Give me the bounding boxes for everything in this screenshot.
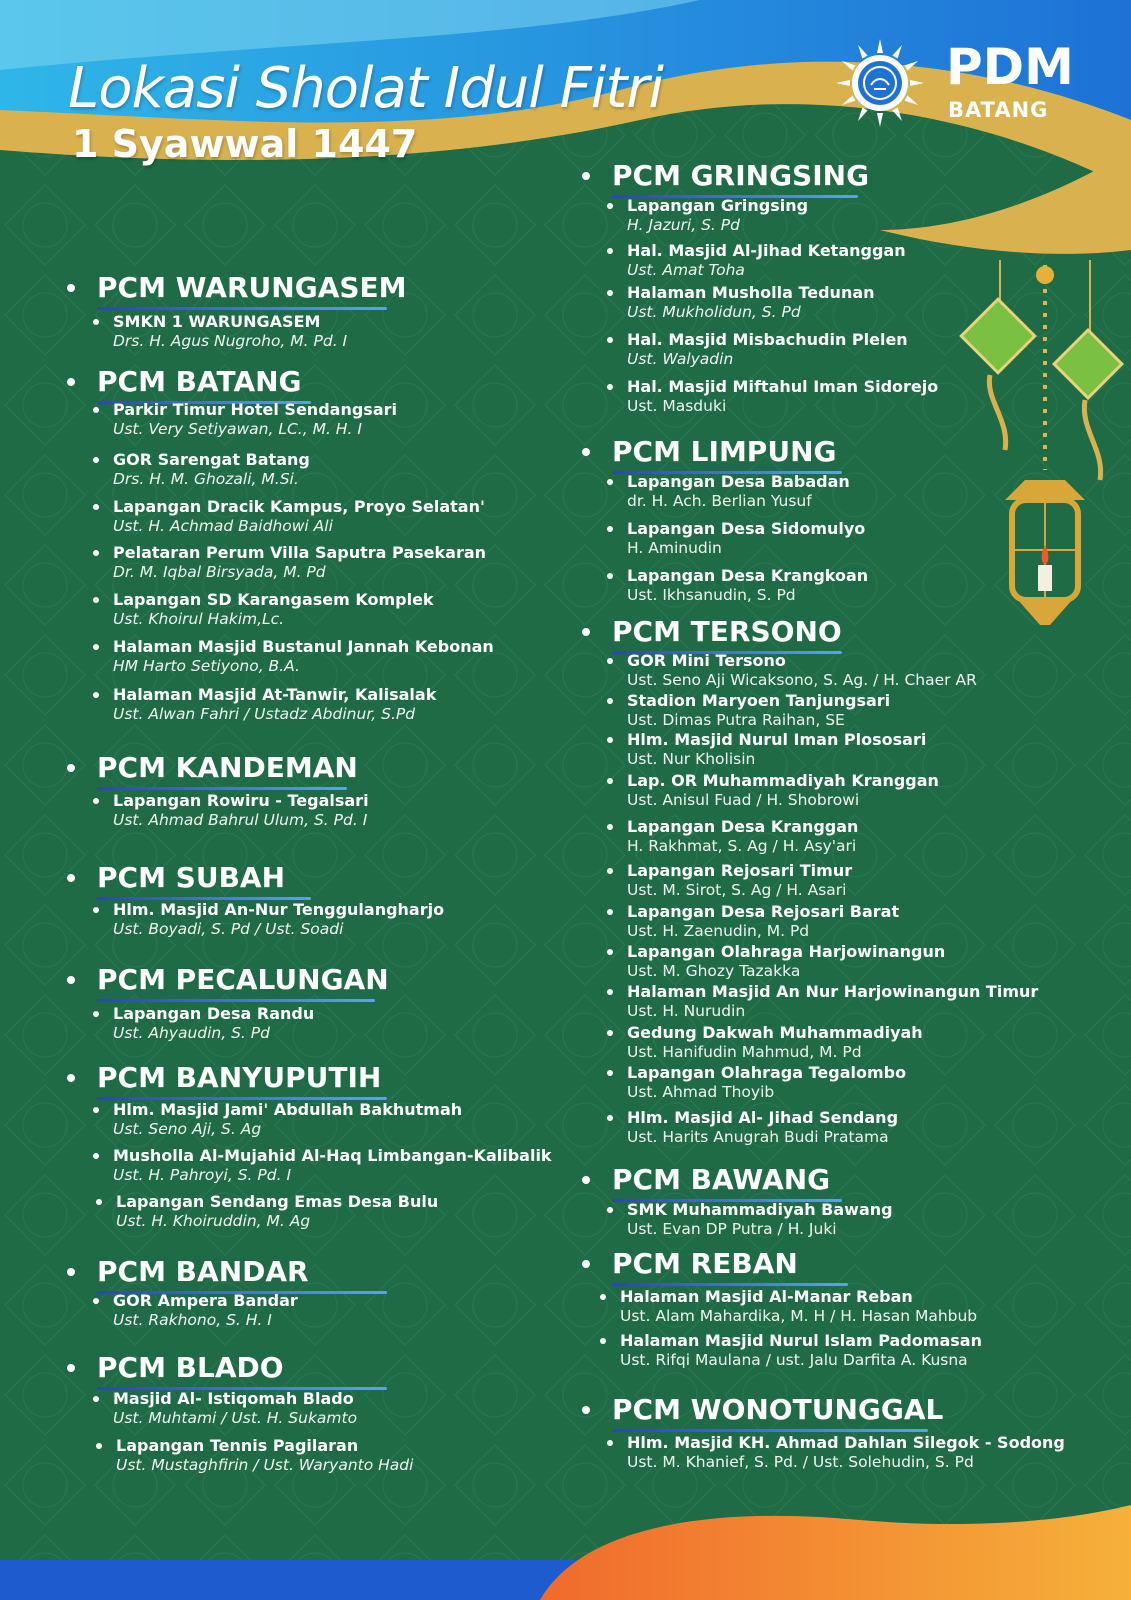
logo-text: PDM <box>946 38 1074 96</box>
location-name: Halaman Musholla Tedunan <box>627 283 875 302</box>
bullet-icon <box>93 1107 99 1113</box>
bullet-icon <box>93 1153 99 1159</box>
location-name: Lapangan Sendang Emas Desa Bulu <box>116 1192 439 1211</box>
location-name: Gedung Dakwah Muhammadiyah <box>627 1023 923 1042</box>
bullet-icon <box>607 989 613 995</box>
location-name: GOR Mini Tersono <box>627 651 786 670</box>
bullet-icon <box>582 172 590 180</box>
imam-name: Ust. Khoirul Hakim,Lc. <box>113 610 285 628</box>
location-name: Lapangan Desa Krangkoan <box>627 566 869 585</box>
bullet-icon <box>607 479 613 485</box>
bullet-icon <box>600 1338 606 1344</box>
imam-name: Ust. Mustaghfirin / Ust. Waryanto Hadi <box>116 1456 414 1474</box>
bullet-icon <box>96 1443 102 1449</box>
imam-name: H. Aminudin <box>627 539 722 557</box>
section-heading <box>582 615 842 648</box>
location-name: SMK Muhammadiyah Bawang <box>627 1200 893 1219</box>
section-title: PCM TERSONO <box>612 615 842 648</box>
bullet-icon <box>607 868 613 874</box>
bullet-icon <box>607 824 613 830</box>
location-name: Musholla Al-Mujahid Al-Haq Limbangan-Kalibalik <box>113 1146 552 1165</box>
location-name: Hal. Masjid Al-Jihad Ketanggan <box>627 241 906 260</box>
section-heading <box>582 1163 831 1196</box>
bullet-icon <box>607 658 613 664</box>
bullet-icon <box>607 1440 613 1446</box>
bullet-icon <box>93 1396 99 1402</box>
muhammadiyah-sun-emblem-icon <box>830 38 930 128</box>
location-name: Lapangan Desa Babadan <box>627 472 850 491</box>
page-subtitle: 1 Syawwal 1447 <box>72 122 418 166</box>
bullet-icon <box>67 1364 75 1372</box>
bullet-icon <box>582 1406 590 1414</box>
location-name: Lapangan Olahraga Tegalombo <box>627 1063 907 1082</box>
imam-name: Ust. Evan DP Putra / H. Juki <box>627 1220 837 1238</box>
bullet-icon <box>607 337 613 343</box>
section-title: PCM BATANG <box>97 365 302 398</box>
bullet-icon <box>582 1260 590 1268</box>
section-title: PCM BANYUPUTIH <box>97 1061 382 1094</box>
bullet-icon <box>93 644 99 650</box>
imam-name: Ust. M. Khanief, S. Pd. / Ust. Solehudin, S. Pd <box>627 1453 974 1471</box>
location-name: Masjid Al- Istiqomah Blado <box>113 1389 354 1408</box>
section-title: PCM PECALUNGAN <box>97 963 389 996</box>
section-heading <box>67 963 389 996</box>
location-name: Halaman Masjid An Nur Harjowinangun Timur <box>627 982 1039 1001</box>
imam-name: Ust. Masduki <box>627 397 727 415</box>
location-name: Hlm. Masjid An-Nur Tenggulangharjo <box>113 900 445 919</box>
section-title: PCM LIMPUNG <box>612 435 837 468</box>
imam-name: Ust. Ahmad Thoyib <box>627 1083 775 1101</box>
bullet-icon <box>607 909 613 915</box>
imam-name: Ust. Muhtami / Ust. H. Sukamto <box>113 1409 358 1427</box>
bullet-icon <box>93 319 99 325</box>
bullet-icon <box>93 798 99 804</box>
imam-name: HM Harto Setiyono, B.A. <box>113 657 300 675</box>
bullet-icon <box>93 597 99 603</box>
pdm-logo <box>830 38 1080 128</box>
location-name: Hlm. Masjid Jami' Abdullah Bakhutmah <box>113 1100 463 1119</box>
imam-name: Ust. Mukholidun, S. Pd <box>627 303 801 321</box>
section-heading <box>67 1061 382 1094</box>
bullet-icon <box>93 504 99 510</box>
bullet-icon <box>607 698 613 704</box>
location-name: Lapangan Dracik Kampus, Proyo Selatan' <box>113 497 485 516</box>
bullet-icon <box>582 628 590 636</box>
imam-name: Ust. Ahyaudin, S. Pd <box>113 1024 270 1042</box>
imam-name: Ust. Alam Mahardika, M. H / H. Hasan Mahbub <box>620 1307 978 1325</box>
imam-name: Ust. H. Khoiruddin, M. Ag <box>116 1212 311 1230</box>
imam-name: Ust. Seno Aji, S. Ag <box>113 1120 262 1138</box>
section-title: PCM BLADO <box>97 1351 284 1384</box>
imam-name: Drs. H. M. Ghozali, M.Si. <box>113 470 299 488</box>
bullet-icon <box>93 1298 99 1304</box>
section-title: PCM BANDAR <box>97 1255 309 1288</box>
location-name: Hlm. Masjid KH. Ahmad Dahlan Silegok - Sodong <box>627 1433 1065 1452</box>
imam-name: Ust. Anisul Fuad / H. Shobrowi <box>627 791 860 809</box>
bullet-icon <box>67 764 75 772</box>
imam-name: Ust. Amat Toha <box>627 261 745 279</box>
bullet-icon <box>607 737 613 743</box>
section-title: PCM BAWANG <box>612 1163 831 1196</box>
location-name: GOR Ampera Bandar <box>113 1291 298 1310</box>
section-title: PCM REBAN <box>612 1247 798 1280</box>
section-heading <box>67 1255 309 1288</box>
section-title: PCM WONOTUNGGAL <box>612 1393 944 1426</box>
imam-name: dr. H. Ach. Berlian Yusuf <box>627 492 812 510</box>
location-name: Hal. Masjid Miftahul Iman Sidorejo <box>627 377 939 396</box>
location-name: Halaman Masjid Al-Manar Reban <box>620 1287 913 1306</box>
location-name: Halaman Masjid At-Tanwir, Kalisalak <box>113 685 437 704</box>
imam-name: Ust. Ahmad Bahrul Ulum, S. Pd. I <box>113 811 368 829</box>
heading-underline <box>97 999 375 1002</box>
location-name: Lapangan Olahraga Harjowinangun <box>627 942 946 961</box>
location-name: Lapangan Desa Rejosari Barat <box>627 902 900 921</box>
heading-underline <box>612 1283 848 1286</box>
section-heading <box>67 861 286 894</box>
bullet-icon <box>93 907 99 913</box>
location-name: Parkir Timur Hotel Sendangsari <box>113 400 397 419</box>
location-name: Lapangan Desa Sidomulyo <box>627 519 866 538</box>
location-name: Lapangan Tennis Pagilaran <box>116 1436 359 1455</box>
location-name: Pelataran Perum Villa Saputra Pasekaran <box>113 543 487 562</box>
bullet-icon <box>607 1115 613 1121</box>
imam-name: Ust. Seno Aji Wicaksono, S. Ag. / H. Chaer AR <box>627 671 977 689</box>
bullet-icon <box>607 1207 613 1213</box>
location-name: Lapangan Rejosari Timur <box>627 861 853 880</box>
heading-underline <box>97 307 387 310</box>
imam-name: H. Jazuri, S. Pd <box>627 216 740 234</box>
bullet-icon <box>607 290 613 296</box>
imam-name: Ust. Walyadin <box>627 350 734 368</box>
logo-subtext: BATANG <box>948 98 1049 122</box>
bullet-icon <box>607 384 613 390</box>
section-heading <box>582 435 837 468</box>
bullet-icon <box>96 1199 102 1205</box>
imam-name: Ust. Dimas Putra Raihan, SE <box>627 711 845 729</box>
section-title: PCM WARUNGASEM <box>97 271 407 304</box>
section-title: PCM GRINGSING <box>612 159 870 192</box>
bullet-icon <box>607 203 613 209</box>
bullet-icon <box>93 457 99 463</box>
section-heading <box>582 1393 944 1426</box>
imam-name: Ust. Ikhsanudin, S. Pd <box>627 586 796 604</box>
imam-name: Ust. Harits Anugrah Budi Pratama <box>627 1128 889 1146</box>
imam-name: Ust. H. Achmad Baidhowi Ali <box>113 517 333 535</box>
bullet-icon <box>582 1176 590 1184</box>
heading-underline <box>612 1429 928 1432</box>
bullet-icon <box>607 949 613 955</box>
location-name: Halaman Masjid Nurul Islam Padomasan <box>620 1331 982 1350</box>
location-name: Lapangan Desa Kranggan <box>627 817 859 836</box>
bullet-icon <box>67 976 75 984</box>
imam-name: Ust. H. Zaenudin, M. Pd <box>627 922 810 940</box>
bullet-icon <box>607 1030 613 1036</box>
bullet-icon <box>607 526 613 532</box>
location-name: Lapangan SD Karangasem Komplek <box>113 590 434 609</box>
imam-name: Dr. M. Iqbal Birsyada, M. Pd <box>113 563 326 581</box>
location-name: Hlm. Masjid Al- Jihad Sendang <box>627 1108 899 1127</box>
section-heading <box>67 1351 284 1384</box>
section-title: PCM SUBAH <box>97 861 286 894</box>
imam-name: Ust. H. Pahroyi, S. Pd. I <box>113 1166 292 1184</box>
imam-name: Ust. H. Nurudin <box>627 1002 746 1020</box>
imam-name: Drs. H. Agus Nugroho, M. Pd. I <box>113 332 348 350</box>
location-name: SMKN 1 WARUNGASEM <box>113 312 321 331</box>
bullet-icon <box>93 407 99 413</box>
location-name: Hlm. Masjid Nurul Iman Plososari <box>627 730 927 749</box>
imam-name: Ust. Rakhono, S. H. I <box>113 1311 272 1329</box>
bullet-icon <box>93 1011 99 1017</box>
imam-name: H. Rakhmat, S. Ag / H. Asy'ari <box>627 837 857 855</box>
imam-name: Ust. Very Setiyawan, LC., M. H. I <box>113 420 362 438</box>
bullet-icon <box>600 1294 606 1300</box>
bullet-icon <box>67 1074 75 1082</box>
location-name: Halaman Masjid Bustanul Jannah Kebonan <box>113 637 494 656</box>
bullet-icon <box>67 1268 75 1276</box>
imam-name: Ust. Hanifudin Mahmud, M. Pd <box>627 1043 862 1061</box>
section-heading <box>582 1247 798 1280</box>
location-name: Hal. Masjid Misbachudin Plelen <box>627 330 908 349</box>
location-name: GOR Sarengat Batang <box>113 450 310 469</box>
section-heading <box>67 365 302 398</box>
location-name: Lapangan Rowiru - Tegalsari <box>113 791 369 810</box>
bullet-icon <box>607 778 613 784</box>
imam-name: Ust. Alwan Fahri / Ustadz Abdinur, S.Pd <box>113 705 416 723</box>
section-heading <box>67 751 358 784</box>
bullet-icon <box>93 692 99 698</box>
page-title: Lokasi Sholat Idul Fitri <box>68 56 663 121</box>
bullet-icon <box>67 284 75 292</box>
section-heading <box>67 271 407 304</box>
heading-underline <box>97 787 347 790</box>
imam-name: Ust. M. Ghozy Tazakka <box>627 962 801 980</box>
bullet-icon <box>607 1070 613 1076</box>
bullet-icon <box>607 248 613 254</box>
location-name: Stadion Maryoen Tanjungsari <box>627 691 891 710</box>
bullet-icon <box>67 874 75 882</box>
bullet-icon <box>607 573 613 579</box>
location-name: Lapangan Desa Randu <box>113 1004 315 1023</box>
section-heading <box>582 159 870 192</box>
imam-name: Ust. Nur Kholisin <box>627 750 756 768</box>
location-name: Lap. OR Muhammadiyah Kranggan <box>627 771 939 790</box>
section-title: PCM KANDEMAN <box>97 751 358 784</box>
bullet-icon <box>582 448 590 456</box>
location-name: Lapangan Gringsing <box>627 196 809 215</box>
imam-name: Ust. M. Sirot, S. Ag / H. Asari <box>627 881 847 899</box>
imam-name: Ust. Boyadi, S. Pd / Ust. Soadi <box>113 920 344 938</box>
bullet-icon <box>67 378 75 386</box>
bullet-icon <box>93 550 99 556</box>
imam-name: Ust. Rifqi Maulana / ust. Jalu Darfita A. Kusna <box>620 1351 968 1369</box>
